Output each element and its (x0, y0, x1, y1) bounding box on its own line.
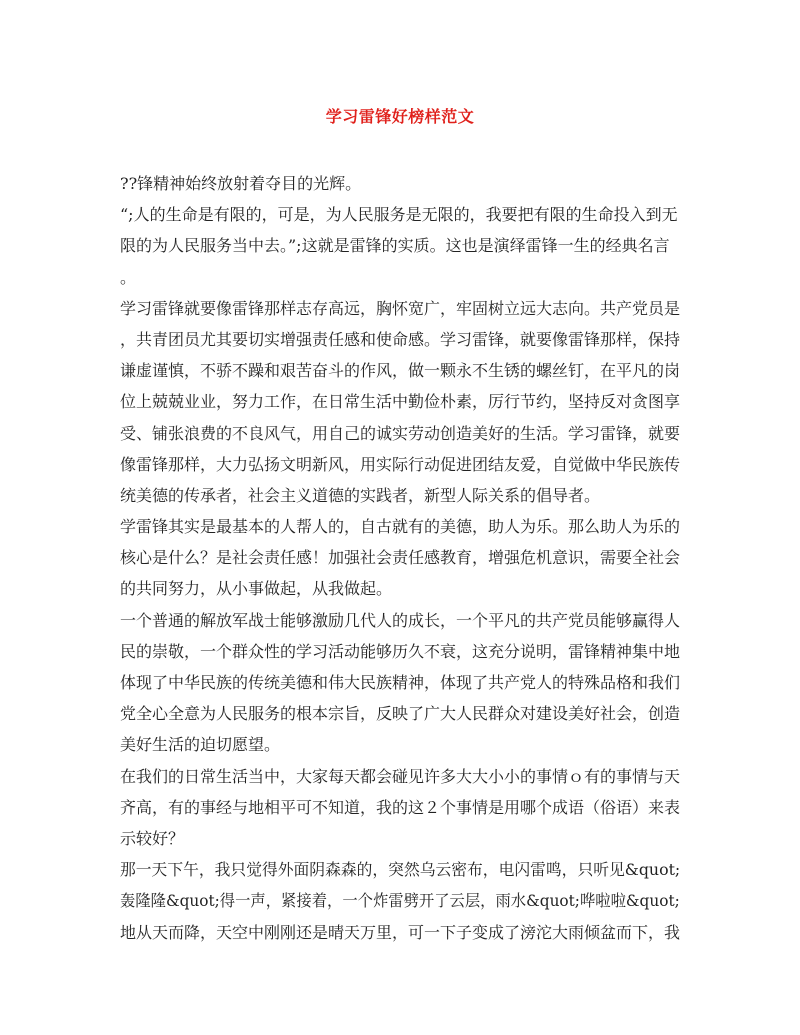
text-line: 。 (120, 267, 137, 287)
text-line: 在我们的日常生活当中，大家每天都会碰见许多大大小小的事情ｏ有的事情与天 (120, 766, 681, 786)
document-body (120, 168, 680, 948)
text-line: 的共同努力，从小事做起，从我做起。 (120, 579, 393, 599)
text-line: 齐高，有的事经与地相平可不知道，我的这２个事情是用哪个成语（俗语）来表 (120, 797, 681, 817)
text-line: 限的为人民服务当中去。”;这就是雷锋的实质。这也是演绎雷锋一生的经典名言 (120, 236, 670, 256)
text-line: ，共青团员尤其要切实增强责任感和使命感。学习雷锋，就要像雷锋那样，保持 (120, 329, 681, 349)
text-line: 谦虚谨慎，不骄不躁和艰苦奋斗的作风，做一颗永不生锈的螺丝钉，在平凡的岗 (120, 361, 681, 381)
text-line: 学雷锋其实是最基本的人帮人的，自古就有的美德，助人为乐。那么助人为乐的 (120, 517, 681, 537)
text-line: 示较好？ (120, 828, 185, 848)
document-title: 学习雷锋好榜样范文 (325, 107, 475, 126)
text-line: 核心是什么？是社会责任感！加强社会责任感教育，增强危机意识，需要全社会 (120, 548, 681, 568)
text-line: 民的崇敬，一个群众性的学习活动能够历久不衰，这充分说明，雷锋精神集中地 (120, 641, 681, 661)
text-line: 一个普通的解放军战士能够激励几代人的成长，一个平凡的共产党员能够赢得人 (120, 610, 681, 630)
text-line: ??锋精神始终放射着夺目的光辉。 (120, 174, 362, 193)
text-line: 美好生活的迫切愿望。 (120, 735, 281, 755)
text-line: 学习雷锋就要像雷锋那样志存高远，胸怀宽广，牢固树立远大志向。共产党员是 (120, 298, 681, 318)
text-line: 党全心全意为人民服务的根本宗旨，反映了广大人民群众对建设美好社会，创造 (120, 704, 681, 724)
text-line: 统美德的传承者，社会主义道德的实践者，新型人际关系的倡导者。 (120, 485, 601, 505)
text-line: 像雷锋那样，大力弘扬文明新风，用实际行动促进团结友爱，自觉做中华民族传 (120, 454, 681, 474)
text-line: 地从天而降，天空中刚刚还是晴天万里，可一下子变成了滂沱大雨倾盆而下，我 (120, 922, 681, 942)
text-line: “;人的生命是有限的，可是，为人民服务是无限的，我要把有限的生命投入到无 (120, 205, 678, 225)
text-line: 受、铺张浪费的不良风气，用自己的诚实劳动创造美好的生活。学习雷锋，就要 (120, 423, 681, 443)
text-line: 轰隆隆&quot;得一声，紧接着，一个炸雷劈开了云层，雨水&quot;哗啦啦&quot; (120, 891, 680, 911)
text-line: 位上兢兢业业，努力工作，在日常生活中勤俭朴素，厉行节约，坚持反对贪图享 (120, 392, 681, 412)
text-line: 体现了中华民族的传统美德和伟大民族精神，体现了共产党人的特殊品格和我们 (120, 673, 681, 692)
text-line: 那一天下午，我只觉得外面阴森森的，突然乌云密布，电闪雷鸣，只听见&quot; (120, 860, 681, 880)
